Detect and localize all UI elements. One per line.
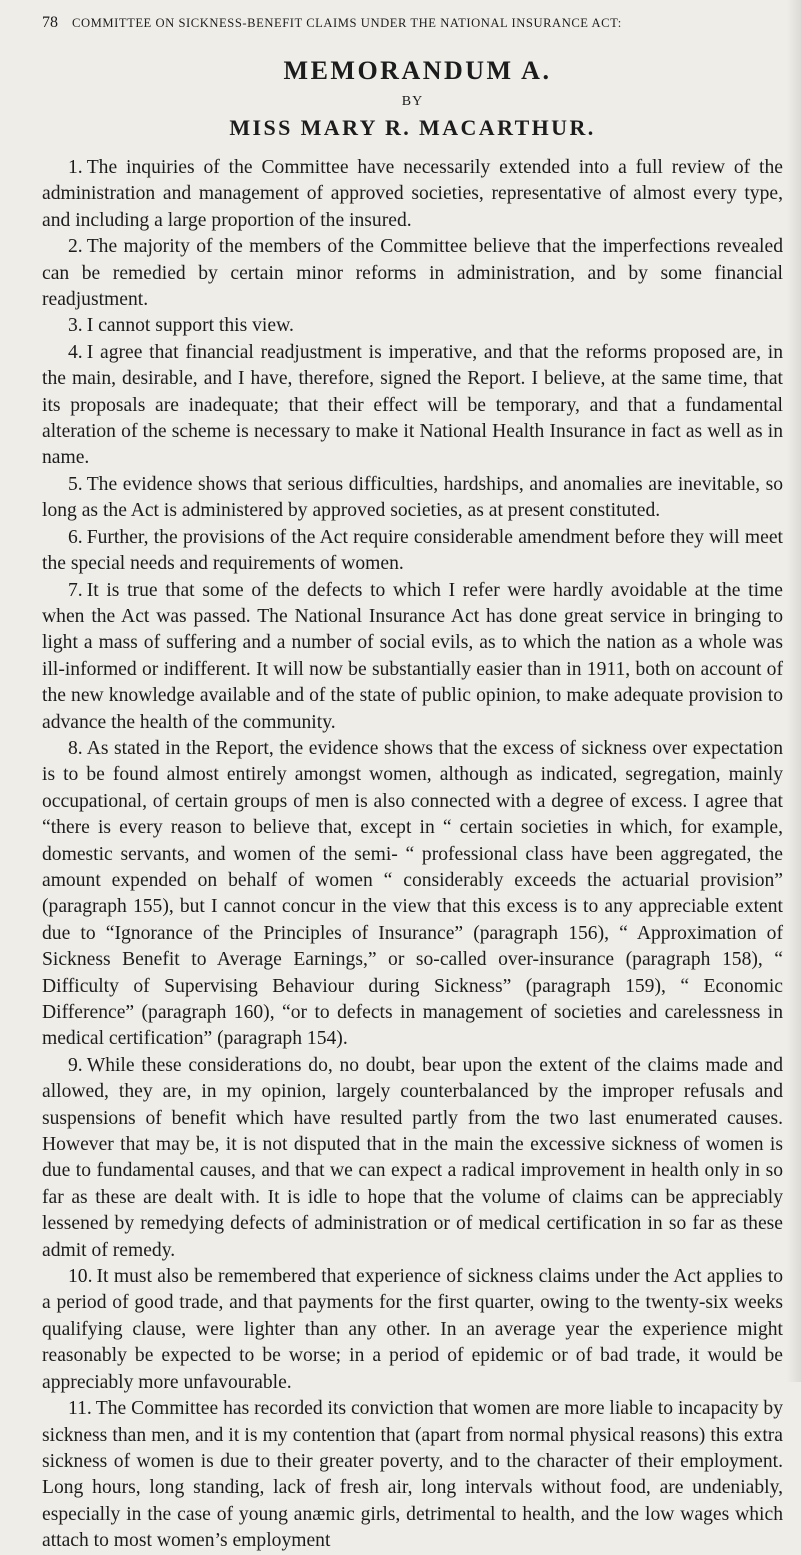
paragraph-4: [42, 340, 783, 472]
paragraph-number: 3.: [68, 315, 83, 337]
paragraph-number: 6.: [68, 526, 83, 548]
paragraph-1: [42, 155, 783, 234]
paragraph-text: While these considerations do, no doubt, bear upon the extent of the claims made and allowed, they are, in my opinion, largely counterbalanced by the improper refusals and suspensions of benefit which have resulted partly from the two last enumerated causes. However that may be, it is not disputed that in the main the excessive sickness of women is due to fundamental causes, and that we can expect a radical improvement in health only in so far as these are dealt with. It is idle to hope that the volume of claims can be appreciably lessened by remedying defects of administration or of medical certification in so far as these admit of remedy.: [42, 1054, 783, 1261]
paragraph-number: 11.: [68, 1398, 92, 1420]
paragraph-2: [42, 234, 783, 313]
memorandum-title: MEMORANDUM A.: [283, 56, 552, 85]
paragraph-text: It is true that some of the defects to which I refer were hardly avoidable at the time when the Act was passed. The National Insurance Act has done great service in bringing to light a mass of suffering and a number of social evils, as to which the nation as a whole was ill-informed or indifferent. It will now be substantially easier than in 1911, both on account of the new knowledge available and of the state of public opinion, to make adequate provision to advance the health of the community.: [42, 579, 783, 733]
page-edge-shadow: [787, 0, 801, 1382]
memorandum-body: [42, 155, 783, 1555]
paragraph-number: 5.: [68, 473, 83, 495]
paragraph-3: [42, 313, 783, 339]
memorandum-author: MISS MARY R. MACARTHUR.: [229, 115, 596, 140]
paragraph-text: It must also be remembered that experience of sickness claims under the Act applies to a period of good trade, and that payments for the first quarter, owing to the twenty-six weeks qualifying clause, were lighter than any other. In an average year the experience might reasonably be expected to be worse; in a period of epidemic or of bad trade, it would be appreciably more unfavourable.: [42, 1266, 783, 1393]
memorandum-by: BY: [401, 94, 424, 109]
paragraph-text: I agree that financial readjustment is imperative, and that the reforms proposed are, in the main, desirable, and I have, therefore, signed the Report. I believe, at the same time, that its proposals are inadequate; that their effect will be temporary, and that a fundamental alteration of the scheme is necessary to make it National Health Insurance in fact as well as in name.: [42, 341, 783, 469]
paragraph-8: [42, 736, 783, 1053]
paragraph-text: The evidence shows that serious difficulties, hardships, and anomalies are inevitable, so long as the Act is administered by approved societies, as at present constituted.: [42, 473, 783, 522]
paragraph-9: [42, 1053, 783, 1264]
paragraph-text: The majority of the members of the Committee believe that the imperfections revealed can be remedied by certain minor reforms in administration, and by some financial readjustment.: [42, 236, 783, 311]
paragraph-text: The inquiries of the Committee have necessarily extended into a full review of the administration and management of approved societies, representative of almost every type, and including a large proportion of the insured.: [42, 157, 783, 231]
running-header: [42, 14, 783, 32]
paragraph-number: 8.: [68, 737, 83, 759]
running-title: COMMITTEE ON SICKNESS-BENEFIT CLAIMS UNDER THE NATIONAL INSURANCE ACT:: [72, 16, 622, 30]
paragraph-5: [42, 472, 783, 525]
paragraph-number: 4.: [68, 341, 83, 363]
paragraph-7: [42, 578, 783, 736]
paragraph-text: Further, the provisions of the Act require considerable amendment before they will meet the special needs and requirements of women.: [42, 526, 783, 575]
page-number: 78: [42, 14, 58, 31]
paragraph-number: 7.: [68, 579, 83, 601]
paragraph-number: 1.: [68, 157, 83, 178]
paragraph-10: [42, 1264, 783, 1396]
paragraph-6: [42, 525, 783, 578]
paragraph-11: [42, 1396, 783, 1554]
paragraph-text: As stated in the Report, the evidence shows that the excess of sickness over expectation is to be found almost entirely amongst women, although as indicated, segregation, mainly occupational, of certain groups of men is also connected with a degree of excess. I agree that “there is every reason to believe that, except in “ certain societies in which, for example, domestic servants, and women of the semi- “ professional class have been aggregated, the amount expended on behalf of women “ considerably exceeds the actuarial provision” (paragraph 155), but I cannot concur in the view that this excess is to any appreciable extent due to “Ignorance of the Principles of Insurance” (paragraph 156), “ Approximation of Sickness Benefit to Average Earnings,” or so-called over-insurance (paragraph 158), “ Difficulty of Supervising Behaviour during Sickness” (paragraph 159), “ Economic Difference” (paragraph 160), “or to defects in management of societies and carelessness in medical certification” (paragraph 154).: [42, 737, 783, 1050]
paragraph-number: 2.: [68, 236, 83, 258]
paragraph-number: 9.: [68, 1054, 83, 1076]
paragraph-text: I cannot support this view.: [86, 315, 294, 337]
paragraph-text: The Committee has recorded its conviction that women are more liable to incapacity by sickness than men, and it is my contention that (apart from normal physical reasons) this extra sickness of women is due to their greater poverty, and to the character of their employment. Long hours, long standing, lack of fresh air, long intervals without food, are undeniably, especially in the case of young anæmic girls, detrimental to health, and the low wages which attach to most women’s employment: [42, 1398, 783, 1552]
paragraph-number: 10.: [68, 1266, 93, 1288]
